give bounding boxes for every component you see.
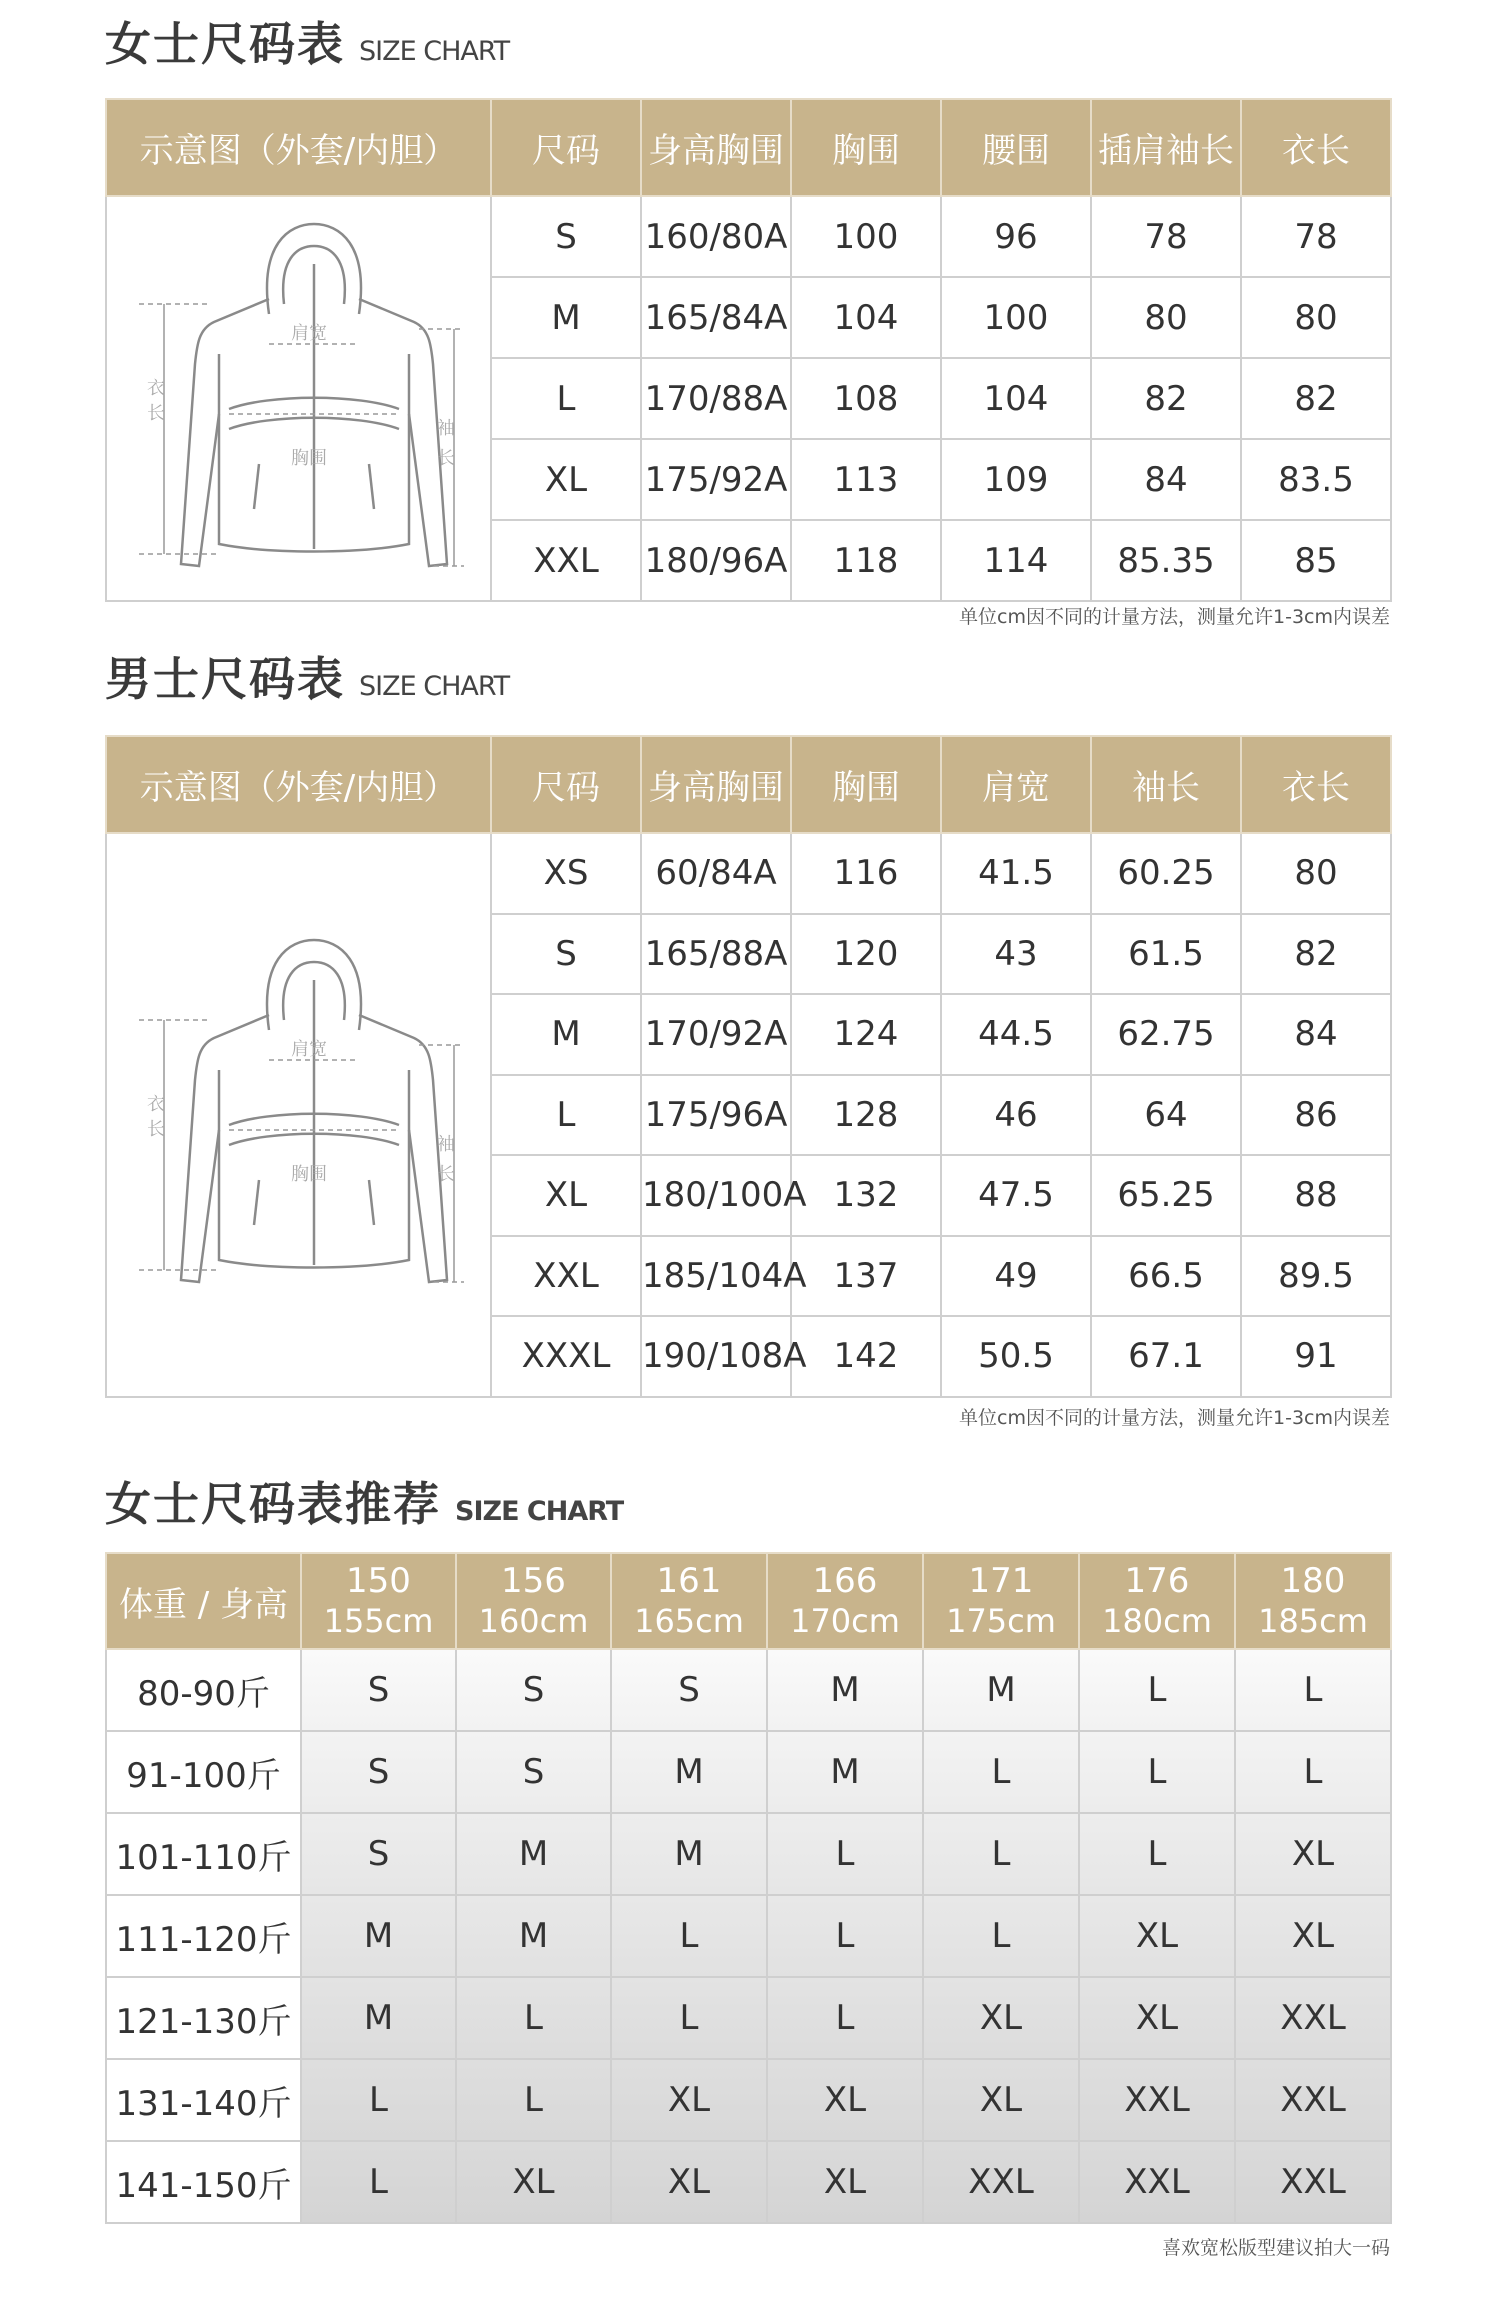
table-cell: 89.5 [1241, 1236, 1391, 1317]
table-cell: 78 [1091, 196, 1241, 277]
table-cell: 118 [791, 520, 941, 601]
height-header [456, 1553, 611, 1649]
women-header-0: 示意图（外套/内胆） [106, 99, 491, 196]
svg-text:衣: 衣 [146, 1094, 165, 1116]
table-cell: 128 [791, 1075, 941, 1156]
height-to: 185cm [1258, 1602, 1368, 1641]
women-header-6: 衣长 [1241, 99, 1391, 196]
table-cell: 44.5 [941, 994, 1091, 1075]
table-cell: 64 [1091, 1075, 1241, 1156]
table-row [106, 1813, 1391, 1895]
table-cell: 82 [1241, 358, 1391, 439]
men-note: 单位cm因不同的计量方法，测量允许1-3cm内误差 [959, 1407, 1390, 1429]
table-cell: L [491, 358, 641, 439]
table-cell: 86 [1241, 1075, 1391, 1156]
men-size-table [105, 735, 1392, 1398]
size-cell: L [1235, 1649, 1391, 1731]
height-from: 166 [812, 1561, 878, 1602]
table-cell: 108 [791, 358, 941, 439]
table-cell: 80 [1241, 833, 1391, 914]
height-from: 150 [346, 1561, 411, 1602]
size-cell: XXL [1235, 1977, 1391, 2059]
table-cell: 60/84A [641, 833, 791, 914]
table-cell: S [491, 196, 641, 277]
height-from: 171 [968, 1561, 1034, 1602]
table-row [106, 1649, 1391, 1731]
table-cell: 113 [791, 439, 941, 520]
height-to: 170cm [790, 1602, 900, 1641]
table-cell: 100 [941, 277, 1091, 358]
weight-cell: 141-150斤 [106, 2141, 301, 2223]
women-header-5: 插肩袖长 [1091, 99, 1241, 196]
size-cell: L [301, 2059, 456, 2141]
size-cell: XL [923, 1977, 1079, 2059]
recommend-corner-header: 体重 / 身高 [106, 1553, 301, 1649]
height-from: 176 [1124, 1561, 1190, 1602]
table-cell: XS [491, 833, 641, 914]
size-cell: XXL [1235, 2141, 1391, 2223]
height-from: 161 [656, 1561, 722, 1602]
women-header-2: 身高胸围 [641, 99, 791, 196]
size-cell: L [767, 1895, 923, 1977]
table-row [106, 1977, 1391, 2059]
size-cell: M [923, 1649, 1079, 1731]
size-cell: XL [767, 2141, 923, 2223]
svg-text:肩宽: 肩宽 [290, 1039, 327, 1061]
size-cell: L [611, 1977, 767, 2059]
size-cell: XL [611, 2141, 767, 2223]
men-header-0: 示意图（外套/内胆） [106, 736, 491, 833]
table-cell: 43 [941, 914, 1091, 995]
women-section-title [105, 8, 509, 74]
table-cell: XXL [491, 520, 641, 601]
men-header-4: 肩宽 [941, 736, 1091, 833]
size-cell: L [1235, 1731, 1391, 1813]
size-cell: XXL [1235, 2059, 1391, 2141]
table-row [106, 833, 1391, 914]
svg-text:长: 长 [436, 448, 455, 469]
table-cell: 142 [791, 1316, 941, 1397]
men-section-title [105, 643, 509, 709]
svg-text:长: 长 [146, 403, 165, 424]
svg-text:衣: 衣 [146, 378, 165, 399]
table-cell: 120 [791, 914, 941, 995]
recommend-title-en: SIZE CHART [455, 1496, 624, 1527]
table-cell: 165/84A [641, 277, 791, 358]
table-cell: XXL [491, 1236, 641, 1317]
table-cell: 47.5 [941, 1155, 1091, 1236]
recommend-title-cn: 女士尺码表推荐 [105, 1477, 441, 1531]
size-cell: S [301, 1731, 456, 1813]
women-title-cn: 女士尺码表 [105, 17, 345, 71]
size-cell: L [923, 1895, 1079, 1977]
size-cell: S [456, 1731, 611, 1813]
table-cell: 65.25 [1091, 1155, 1241, 1236]
table-cell: 180/96A [641, 520, 791, 601]
men-header-6: 衣长 [1241, 736, 1391, 833]
table-cell: 78 [1241, 196, 1391, 277]
table-cell: 84 [1091, 439, 1241, 520]
size-cell: L [301, 2141, 456, 2223]
table-cell: 80 [1091, 277, 1241, 358]
table-cell: 83.5 [1241, 439, 1391, 520]
men-header-1: 尺码 [491, 736, 641, 833]
size-cell: L [767, 1813, 923, 1895]
recommend-note: 喜欢宽松版型建议拍大一码 [1161, 2237, 1390, 2259]
jacket-diagram [119, 204, 479, 584]
size-cell: XL [456, 2141, 611, 2223]
women-note: 单位cm因不同的计量方法，测量允许1-3cm内误差 [959, 606, 1390, 628]
size-cell: L [456, 1977, 611, 2059]
table-cell: 175/96A [641, 1075, 791, 1156]
women-diagram-cell [106, 196, 491, 601]
size-cell: XL [1235, 1813, 1391, 1895]
size-cell: XL [767, 2059, 923, 2141]
table-cell: 60.25 [1091, 833, 1241, 914]
weight-cell: 91-100斤 [106, 1731, 301, 1813]
table-cell: S [491, 914, 641, 995]
size-cell: XL [1235, 1895, 1391, 1977]
svg-text:肩宽: 肩宽 [290, 323, 327, 344]
table-cell: 50.5 [941, 1316, 1091, 1397]
men-diagram-cell [106, 833, 491, 1397]
men-header-3: 胸围 [791, 736, 941, 833]
table-cell: 41.5 [941, 833, 1091, 914]
height-header [301, 1553, 456, 1649]
size-cell: L [767, 1977, 923, 2059]
table-cell: 96 [941, 196, 1091, 277]
table-cell: 85 [1241, 520, 1391, 601]
height-to: 160cm [478, 1602, 589, 1641]
women-header-4: 腰围 [941, 99, 1091, 196]
men-header-2: 身高胸围 [641, 736, 791, 833]
size-cell: L [1079, 1649, 1235, 1731]
table-cell: 88 [1241, 1155, 1391, 1236]
recommend-section-title [105, 1468, 623, 1534]
table-cell: 185/104A [641, 1236, 791, 1317]
table-row [106, 1895, 1391, 1977]
weight-cell: 80-90斤 [106, 1649, 301, 1731]
table-cell: M [491, 994, 641, 1075]
table-row [106, 1731, 1391, 1813]
size-cell: M [611, 1813, 767, 1895]
table-cell: 116 [791, 833, 941, 914]
recommend-table [105, 1552, 1392, 2224]
table-cell: 175/92A [641, 439, 791, 520]
table-cell: 62.75 [1091, 994, 1241, 1075]
table-cell: 137 [791, 1236, 941, 1317]
height-header [1235, 1553, 1391, 1649]
table-cell: XL [491, 439, 641, 520]
table-cell: L [491, 1075, 641, 1156]
height-to: 180cm [1102, 1602, 1212, 1641]
size-cell: L [611, 1895, 767, 1977]
table-cell: 165/88A [641, 914, 791, 995]
table-cell: 84 [1241, 994, 1391, 1075]
svg-text:袖: 袖 [436, 1134, 455, 1156]
table-cell: 124 [791, 994, 941, 1075]
size-cell: L [923, 1731, 1079, 1813]
table-cell: 104 [791, 277, 941, 358]
table-cell: 170/88A [641, 358, 791, 439]
table-cell: 85.35 [1091, 520, 1241, 601]
svg-text:胸围: 胸围 [290, 448, 327, 469]
table-cell: 82 [1241, 914, 1391, 995]
table-cell: 91 [1241, 1316, 1391, 1397]
table-row [106, 196, 1391, 277]
height-to: 165cm [634, 1602, 744, 1641]
size-cell: M [301, 1895, 456, 1977]
size-cell: S [611, 1649, 767, 1731]
weight-cell: 121-130斤 [106, 1977, 301, 2059]
size-cell: XXL [1079, 2141, 1235, 2223]
table-cell: 104 [941, 358, 1091, 439]
size-cell: S [456, 1649, 611, 1731]
table-cell: 82 [1091, 358, 1241, 439]
women-header-3: 胸围 [791, 99, 941, 196]
height-header [611, 1553, 767, 1649]
table-cell: 61.5 [1091, 914, 1241, 995]
men-title-en: SIZE CHART [359, 671, 510, 702]
size-cell: S [301, 1649, 456, 1731]
men-header-5: 袖长 [1091, 736, 1241, 833]
table-cell: 66.5 [1091, 1236, 1241, 1317]
size-cell: M [456, 1895, 611, 1977]
table-cell: M [491, 277, 641, 358]
svg-text:胸围: 胸围 [290, 1164, 327, 1186]
table-row [106, 2141, 1391, 2223]
svg-text:长: 长 [436, 1164, 455, 1186]
table-cell: 170/92A [641, 994, 791, 1075]
height-header [1079, 1553, 1235, 1649]
weight-cell: 131-140斤 [106, 2059, 301, 2141]
size-cell: M [456, 1813, 611, 1895]
table-cell: 100 [791, 196, 941, 277]
size-cell: XL [611, 2059, 767, 2141]
table-cell: 160/80A [641, 196, 791, 277]
jacket-diagram [119, 920, 479, 1300]
size-cell: L [923, 1813, 1079, 1895]
women-header-1: 尺码 [491, 99, 641, 196]
table-cell: 46 [941, 1075, 1091, 1156]
table-cell: 80 [1241, 277, 1391, 358]
size-cell: XL [923, 2059, 1079, 2141]
table-cell: XL [491, 1155, 641, 1236]
table-cell: 132 [791, 1155, 941, 1236]
men-title-cn: 男士尺码表 [105, 652, 345, 706]
size-cell: XXL [1079, 2059, 1235, 2141]
weight-cell: 111-120斤 [106, 1895, 301, 1977]
table-row [106, 2059, 1391, 2141]
table-cell: 180/100A [641, 1155, 791, 1236]
size-cell: L [1079, 1813, 1235, 1895]
size-cell: L [456, 2059, 611, 2141]
women-size-table [105, 98, 1392, 602]
size-cell: M [611, 1731, 767, 1813]
table-cell: 190/108A [641, 1316, 791, 1397]
svg-text:袖: 袖 [436, 418, 455, 439]
size-cell: M [301, 1977, 456, 2059]
height-to: 155cm [323, 1602, 434, 1641]
height-header [767, 1553, 923, 1649]
size-cell: XL [1079, 1895, 1235, 1977]
height-from: 156 [501, 1561, 566, 1602]
size-cell: XXL [923, 2141, 1079, 2223]
height-to: 175cm [946, 1602, 1056, 1641]
height-from: 180 [1280, 1561, 1346, 1602]
size-cell: XL [1079, 1977, 1235, 2059]
women-title-en: SIZE CHART [359, 36, 510, 67]
svg-text:长: 长 [146, 1119, 165, 1141]
table-cell: 109 [941, 439, 1091, 520]
size-cell: S [301, 1813, 456, 1895]
table-cell: XXXL [491, 1316, 641, 1397]
size-cell: L [1079, 1731, 1235, 1813]
weight-cell: 101-110斤 [106, 1813, 301, 1895]
table-cell: 49 [941, 1236, 1091, 1317]
table-cell: 67.1 [1091, 1316, 1241, 1397]
size-cell: M [767, 1649, 923, 1731]
table-cell: 114 [941, 520, 1091, 601]
size-cell: M [767, 1731, 923, 1813]
height-header [923, 1553, 1079, 1649]
